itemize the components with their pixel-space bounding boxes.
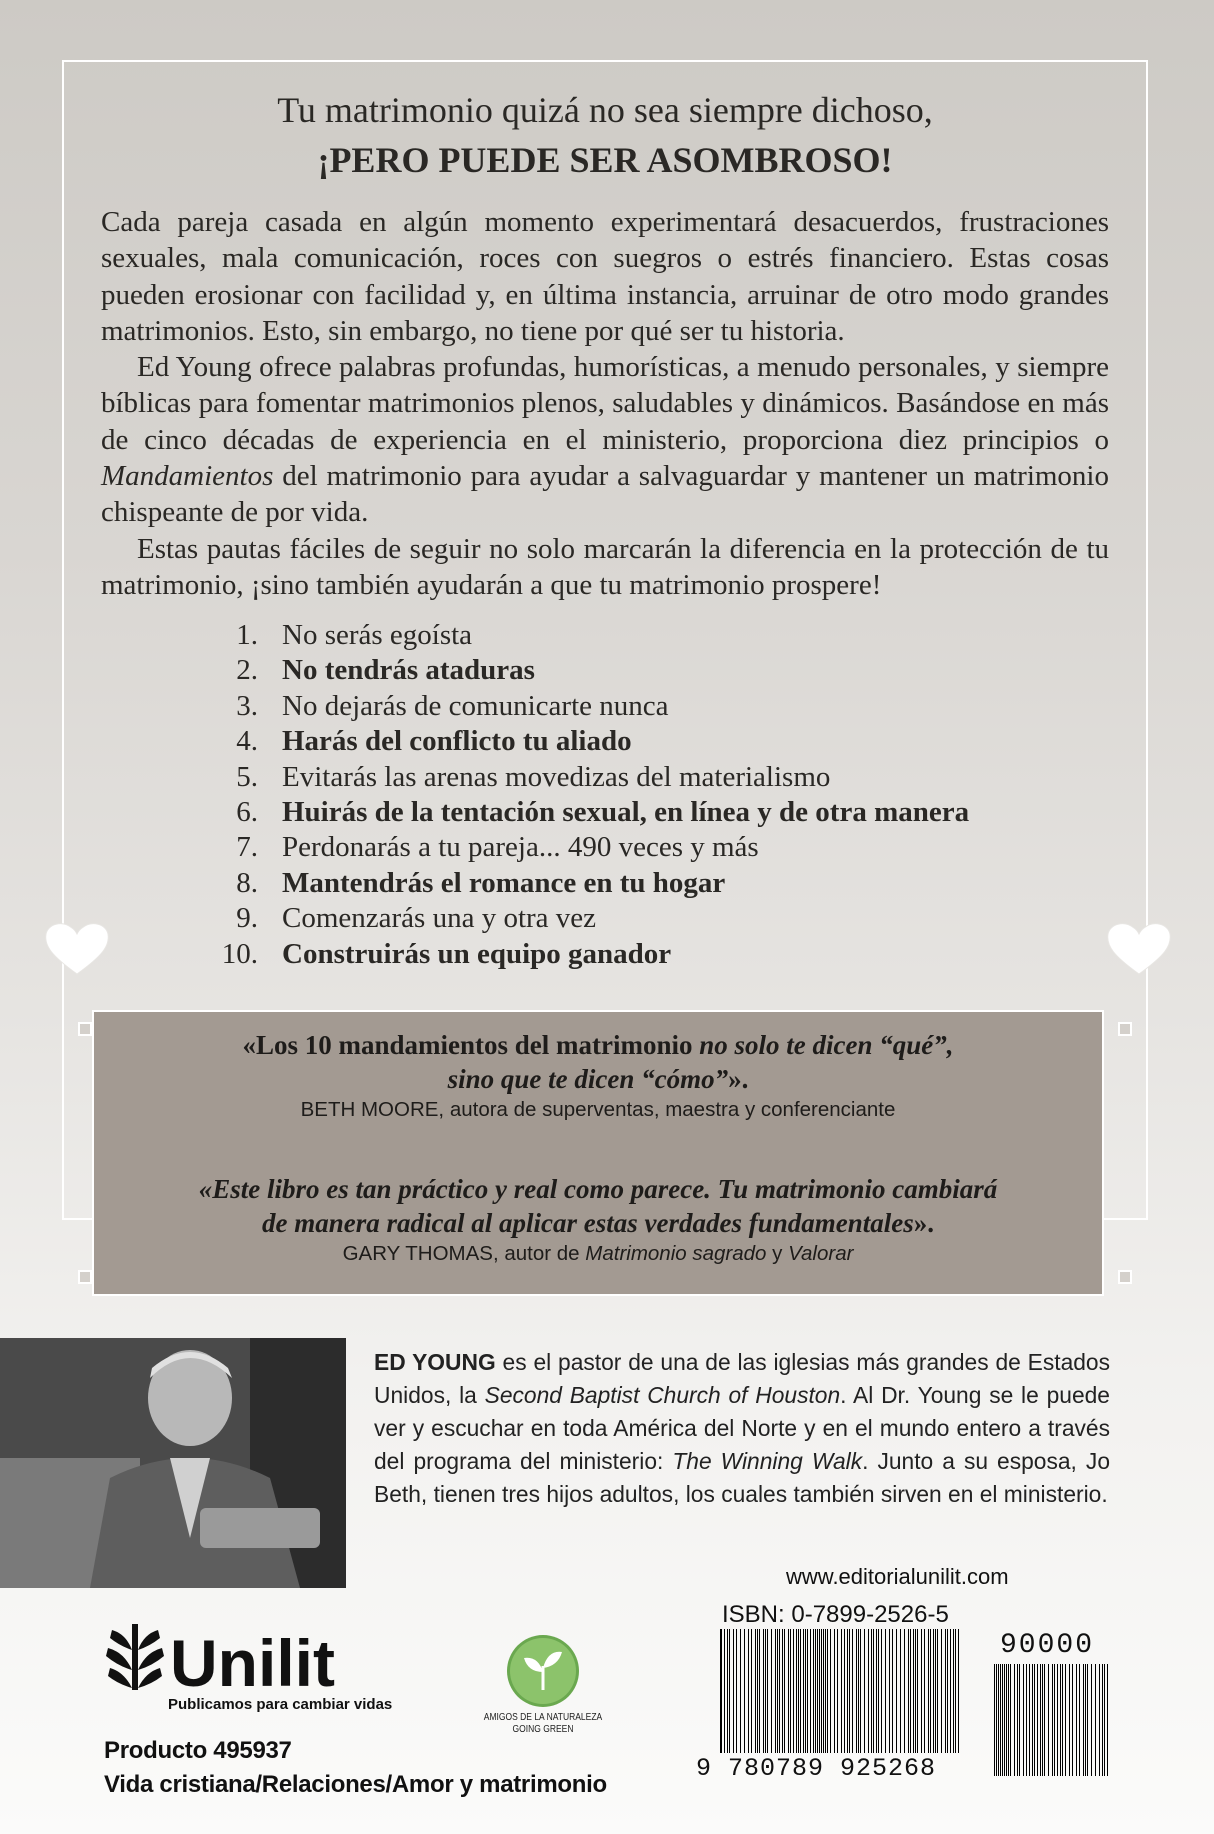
barcode-bar — [994, 1664, 995, 1776]
barcode-bar — [849, 1629, 850, 1753]
barcode-bar — [1054, 1664, 1055, 1776]
barcode-bar — [821, 1629, 822, 1753]
barcode-bar — [740, 1629, 741, 1753]
barcode-bar — [751, 1629, 752, 1753]
endorsement-2 — [92, 1172, 1104, 1268]
barcode-bar — [825, 1629, 826, 1753]
barcode-bar — [1037, 1664, 1038, 1776]
barcode-bar — [1083, 1664, 1084, 1776]
quote-2-line-2: de manera radical al aplicar estas verdades fundamentales». — [262, 1208, 934, 1238]
author-name: ED YOUNG — [374, 1349, 496, 1375]
barcode-bar — [1004, 1664, 1005, 1776]
barcode-bar — [889, 1629, 890, 1753]
barcode-bar — [1040, 1664, 1041, 1776]
barcode-bar — [1014, 1664, 1015, 1776]
barcode-bar — [798, 1629, 799, 1753]
barcode-digits: 9 780789 925268 — [696, 1754, 937, 1783]
barcode-bar — [1076, 1664, 1077, 1776]
quote-1-attribution: BETH MOORE, autora de superventas, maestra y conferenciante — [300, 1098, 896, 1121]
barcode-bar — [1072, 1664, 1073, 1776]
corner-ornament — [78, 1270, 92, 1284]
website-url[interactable]: www.editorialunilit.com — [786, 1564, 1009, 1589]
barcode-bar — [1104, 1664, 1105, 1776]
barcode-bar — [1062, 1664, 1063, 1776]
corner-ornament — [1118, 1270, 1132, 1284]
barcode-bar — [896, 1629, 897, 1753]
barcode-bar — [1000, 1664, 1001, 1776]
barcode-bar — [790, 1629, 791, 1753]
barcode-bar — [1057, 1664, 1058, 1776]
barcode-bar — [1069, 1664, 1070, 1776]
barcode-bar — [856, 1629, 857, 1753]
barcode-bar — [930, 1629, 931, 1753]
barcode-bar — [757, 1629, 758, 1753]
barcode-bar — [1065, 1664, 1066, 1776]
list-item: 6. Huirás de la tentación sexual, en línea y de otra manera — [236, 796, 970, 829]
barcode-bar — [1010, 1664, 1011, 1776]
barcode-bar — [1044, 1664, 1045, 1776]
list-item: 5. Evitarás las arenas movedizas del materialismo — [236, 760, 831, 793]
publisher-tagline: Publicamos para cambiar vidas — [168, 1696, 393, 1713]
barcode-bar — [724, 1629, 725, 1753]
barcode-bar — [1019, 1664, 1020, 1776]
author-photo — [0, 1338, 346, 1588]
list-item: 1. No serás egoísta — [236, 619, 473, 651]
barcode-bar — [933, 1629, 934, 1753]
barcode-addon-digits: 90000 — [1000, 1630, 1095, 1661]
publisher-name: Unilit — [170, 1626, 335, 1700]
barcode-bar — [935, 1629, 936, 1753]
eco-label: AMIGOS DE LA NATURALEZA GOING GREEN — [483, 1712, 603, 1735]
barcode-bar — [729, 1629, 730, 1753]
list-item: 2. No tendrás ataduras — [236, 654, 535, 687]
barcode-bar — [1026, 1664, 1027, 1776]
barcode-bar — [852, 1629, 853, 1753]
list-item: 7. Perdonarás a tu pareja... 490 veces y más — [236, 831, 759, 864]
quote-1-line-2: sino que te dicen “cómo”». — [447, 1064, 749, 1094]
barcode-bar — [827, 1629, 828, 1753]
barcode-bar — [885, 1629, 886, 1753]
barcode-bar — [1079, 1664, 1080, 1776]
barcode-bar — [748, 1629, 749, 1753]
description — [101, 204, 1109, 603]
barcode-bar — [784, 1629, 785, 1753]
paragraph-1: Cada pareja casada en algún momento experimentará desacuerdos, frustraciones sexuales, mala comunicación, roces con suegros o estrés financiero. Estas cosas pueden erosionar con facilidad y, en última instancia, arruinar de otro modo grandes matrimonios. Esto, sin embargo, no tiene por qué ser tu historia. — [101, 206, 1109, 347]
product-code: Producto 495937 — [104, 1737, 292, 1764]
barcode-bar — [876, 1629, 877, 1753]
barcode-bar — [767, 1629, 768, 1753]
barcode-bar — [788, 1629, 789, 1753]
barcode-bar — [815, 1629, 816, 1753]
barcode-bar — [873, 1629, 874, 1753]
headline-line2: ¡PERO PUEDE SER ASOMBROSO! — [317, 140, 893, 180]
barcode-bar — [841, 1629, 842, 1753]
barcode-bar — [1091, 1664, 1092, 1776]
barcode-bar — [908, 1629, 909, 1753]
barcode-bar — [759, 1629, 760, 1753]
barcode-bar — [834, 1629, 835, 1753]
barcode-bar — [727, 1629, 728, 1753]
barcode-bar — [924, 1629, 925, 1753]
barcode-bar — [958, 1629, 959, 1753]
list-item: 9. Comenzarás una y otra vez — [236, 902, 597, 935]
barcode-bar — [900, 1629, 901, 1753]
barcode-bar — [1085, 1664, 1086, 1776]
barcode-bar — [817, 1629, 818, 1753]
paragraph-3: Estas pautas fáciles de seguir no solo marcarán la diferencia en la protección de tu matrimonio, ¡sino también ayudarán a que tu matrimonio prospere! — [101, 532, 1109, 601]
barcode-bar — [844, 1629, 845, 1753]
barcode-bar — [860, 1629, 861, 1753]
author-bio: ED YOUNG es el pastor de una de las iglesias más grandes de Estados Unidos, la Second Baptist Church of Houston. Al Dr. Young se le puede ver y escuchar en toda América del Norte y en el mundo entero a través del programa del ministerio: The Winning Walk. Junto a su esposa, Jo Beth, tienen tres hijos adultos, los cuales también sirven en el ministerio. — [374, 1349, 1111, 1507]
barcode-bar — [823, 1629, 824, 1753]
barcode-bar — [782, 1629, 783, 1753]
barcode-bar — [1023, 1664, 1024, 1776]
barcode-bar — [868, 1629, 869, 1753]
list-item: 3. No dejarás de comunicarte nunca — [236, 689, 669, 722]
barcode-bar — [878, 1629, 879, 1753]
barcode-bar — [904, 1629, 905, 1753]
barcode-bar — [736, 1629, 737, 1753]
barcode-bar — [819, 1629, 820, 1753]
barcode-bar — [1006, 1664, 1007, 1776]
barcode-bar — [1060, 1664, 1061, 1776]
endorsement-1 — [92, 1028, 1104, 1124]
barcode-bar — [837, 1629, 838, 1753]
quote-1-line-1: «Los 10 mandamientos del matrimonio no solo te dicen “qué”, — [242, 1030, 954, 1060]
barcode-bar — [796, 1629, 797, 1753]
list-item: 8. Mantendrás el romance en tu hogar — [236, 866, 726, 899]
barcode-bar — [945, 1629, 946, 1753]
barcode-bar — [998, 1664, 999, 1776]
barcode-bar — [763, 1629, 764, 1753]
barcode-bar — [915, 1629, 916, 1753]
barcode-bar — [1087, 1664, 1088, 1776]
barcode-bar — [779, 1629, 780, 1753]
barcode-bar — [937, 1629, 938, 1753]
barcode-bar — [771, 1629, 772, 1753]
barcode-bar — [744, 1629, 745, 1753]
barcode-bar — [1002, 1664, 1003, 1776]
barcode-bar — [807, 1629, 808, 1753]
barcode-bar — [1032, 1664, 1033, 1776]
barcode-bar — [793, 1629, 794, 1753]
barcode-bar — [955, 1629, 956, 1753]
mandamientos-emphasis: Mandamientos — [101, 460, 274, 493]
barcode-bar — [1048, 1664, 1049, 1776]
barcode-bar — [950, 1629, 951, 1753]
barcode-bar — [858, 1629, 859, 1753]
list-item: 10. Construirás un equipo ganador — [221, 937, 672, 970]
barcode-bar — [1017, 1664, 1018, 1776]
barcode-bar — [892, 1629, 893, 1753]
barcode-bar — [800, 1629, 801, 1753]
barcode-bar — [1034, 1664, 1035, 1776]
heart-icon — [42, 918, 112, 978]
barcode-bar — [733, 1629, 734, 1753]
barcode-bar — [928, 1629, 929, 1753]
barcode-bar — [996, 1664, 997, 1776]
barcode-bar — [755, 1629, 756, 1753]
barcode-bar — [777, 1629, 778, 1753]
barcode-bar — [917, 1629, 918, 1753]
leaf-icon — [504, 1632, 582, 1710]
quote-2-attribution: GARY THOMAS, autor de Matrimonio sagrado y Valorar — [342, 1242, 854, 1265]
barcode-bar — [775, 1629, 776, 1753]
barcode-bar — [1102, 1664, 1103, 1776]
barcode-bar — [947, 1629, 948, 1753]
barcode-bar — [910, 1629, 911, 1753]
barcode-bar — [813, 1629, 814, 1753]
barcode-bar — [953, 1629, 954, 1753]
headline-line1: Tu matrimonio quizá no sea siempre dichoso, — [277, 90, 933, 130]
barcode-bar — [1099, 1664, 1100, 1776]
paragraph-2: Ed Young ofrece palabras profundas, humorísticas, a menudo personales, y siempre bíblicas para fomentar matrimonios plenos, saludables y dinámicos. Basándose en más de cinco décadas de experiencia en el ministerio, proporciona diez principios o Mandamientos del matrimonio para ayudar a salvaguardar y mantener un matrimonio chispeante de por vida. — [101, 351, 1109, 529]
barcode-bar — [1042, 1664, 1043, 1776]
barcode-bar — [864, 1629, 865, 1753]
barcode-bar — [871, 1629, 872, 1753]
barcode-bar — [913, 1629, 914, 1753]
barcode-bar — [941, 1629, 942, 1753]
barcode-bar — [1095, 1664, 1096, 1776]
barcode-bar — [1052, 1664, 1053, 1776]
barcode-bar — [1008, 1664, 1009, 1776]
unilit-logo — [104, 1620, 404, 1706]
barcode-bar — [830, 1629, 831, 1753]
barcode-addon — [994, 1664, 1108, 1776]
corner-ornament — [1118, 1022, 1132, 1036]
barcode-bar — [805, 1629, 806, 1753]
product-info — [104, 1734, 607, 1802]
barcode-bar — [881, 1629, 882, 1753]
barcode-bar — [765, 1629, 766, 1753]
quote-2-line-1: «Este libro es tan práctico y real como parece. Tu matrimonio cambiará — [198, 1174, 998, 1204]
barcode-bar — [720, 1629, 722, 1753]
barcode-bar — [1029, 1664, 1030, 1776]
heart-icon — [1104, 918, 1174, 978]
barcode-bar — [921, 1629, 922, 1753]
list-item: 4. Harás del conflicto tu aliado — [236, 725, 632, 758]
corner-ornament — [78, 1022, 92, 1036]
barcode-bar — [1107, 1664, 1108, 1776]
barcode-bar — [847, 1629, 848, 1753]
isbn: ISBN: 0-7899-2526-5 — [722, 1601, 949, 1628]
barcode-bar — [810, 1629, 811, 1753]
barcode — [720, 1629, 960, 1753]
product-category: Vida cristiana/Relaciones/Amor y matrimonio — [104, 1771, 607, 1798]
commandment-list — [200, 618, 969, 972]
barcode-bar — [803, 1629, 804, 1753]
